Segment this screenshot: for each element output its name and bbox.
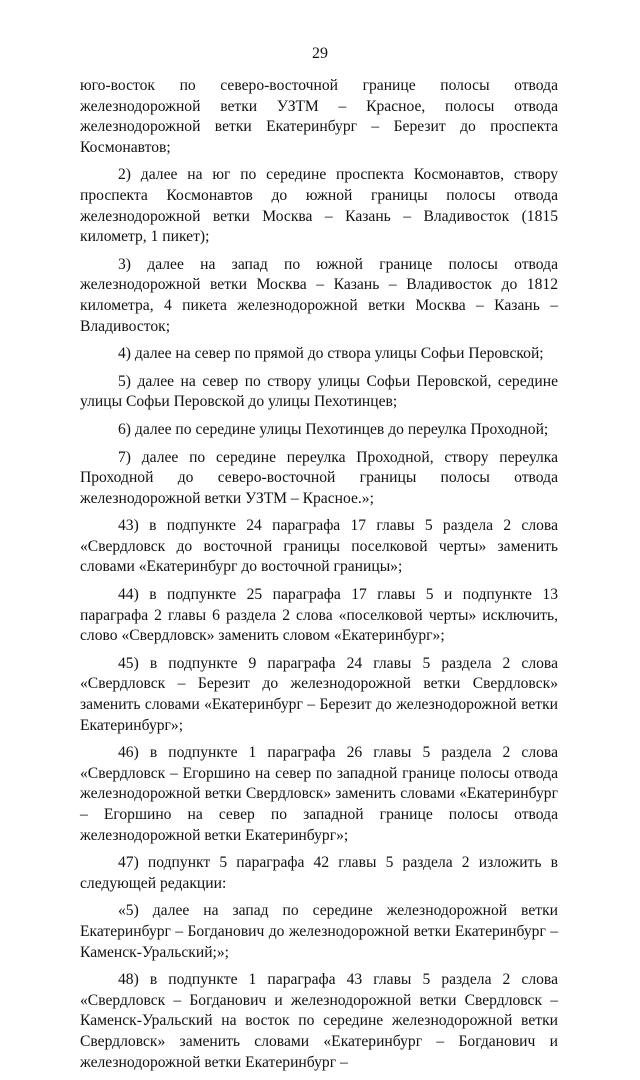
paragraph-item-45: 45) в подпункте 9 параграфа 24 главы 5 раздела 2 слова «Свердловск – Березит до железнодорожной ветки Свердловск» заменить словами «Екатеринбург – Березит до железнодорожной ветки Екатеринбург»; [80,654,558,734]
paragraph-continuation: юго-восток по северо-восточной границе полосы отвода железнодорожной ветки УЗТМ – Красное, полосы отвода железнодорожной ветки Екатеринбург – Березит до проспекта Космонавтов; [80,77,558,156]
paragraph-item-7: 7) далее по середине переулка Проходной, створу переулка Проходной до северо-восточной границы полосы отвода железнодорожной ветки УЗТМ – Красное.»; [80,448,558,507]
paragraph-item-43: 43) в подпункте 24 параграфа 17 главы 5 раздела 2 слова «Свердловск до восточной границы поселковой черты» заменить словами «Екатеринбург до восточной границы»; [80,517,558,576]
paragraph-item-4: 4) далее на север по прямой до створа улицы Софьи Перовской; [118,345,544,363]
page-number: 29 [312,45,328,62]
paragraph-item-46: 46) в подпункте 1 параграфа 26 главы 5 раздела 2 слова «Свердловск – Егоршино на север по западной границе полосы отвода железнодорожной ветки Свердловск» заменить словами «Екатеринбург – Егоршино на север по западной границе полосы отвода железнодорожной ветки Екатеринбург»; [80,744,558,844]
document-body [80,76,558,1080]
paragraph-quoted-subitem-5: «5) далее на запад по середине железнодорожной ветки Екатеринбург – Богданович до железнодорожной ветки Екатеринбург – Каменск-Уральский;»; [80,902,558,961]
paragraph-item-6: 6) далее по середине улицы Пехотинцев до переулка Проходной; [118,420,549,438]
paragraph-item-2: 2) далее на юг по середине проспекта Космонавтов, створу проспекта Космонавтов до южной границы полосы отвода железнодорожной ветки Москва – Казань – Владивосток (1815 километр, 1 пикет); [80,166,558,246]
paragraph-item-47: 47) подпункт 5 параграфа 42 главы 5 раздела 2 изложить в следующей редакции: [80,854,558,892]
paragraph-item-48: 48) в подпункте 1 параграфа 43 главы 5 раздела 2 слова «Свердловск – Богданович и железнодорожной ветки Свердловск – Каменск-Уральский на восток по середине железнодорожной ветки Свердловск» заменить словами «Екатеринбург – Богданович и железнодорожной ветки Екатеринбург – [80,971,558,1071]
paragraph-item-44: 44) в подпункте 25 параграфа 17 главы 5 и подпункте 13 параграфа 2 главы 6 раздела 2 слова «поселковой черты» исключить, слово «Свердловск» заменить словом «Екатеринбург»; [80,586,558,645]
paragraph-item-3: 3) далее на запад по южной границе полосы отвода железнодорожной ветки Москва – Казань – Владивосток до 1812 километра, 4 пикета железнодорожной ветки Москва – Казань – Владивосток; [80,255,558,335]
paragraph-item-5: 5) далее на север по створу улицы Софьи Перовской, середине улицы Софьи Перовской до улицы Пехотинцев; [80,372,558,411]
